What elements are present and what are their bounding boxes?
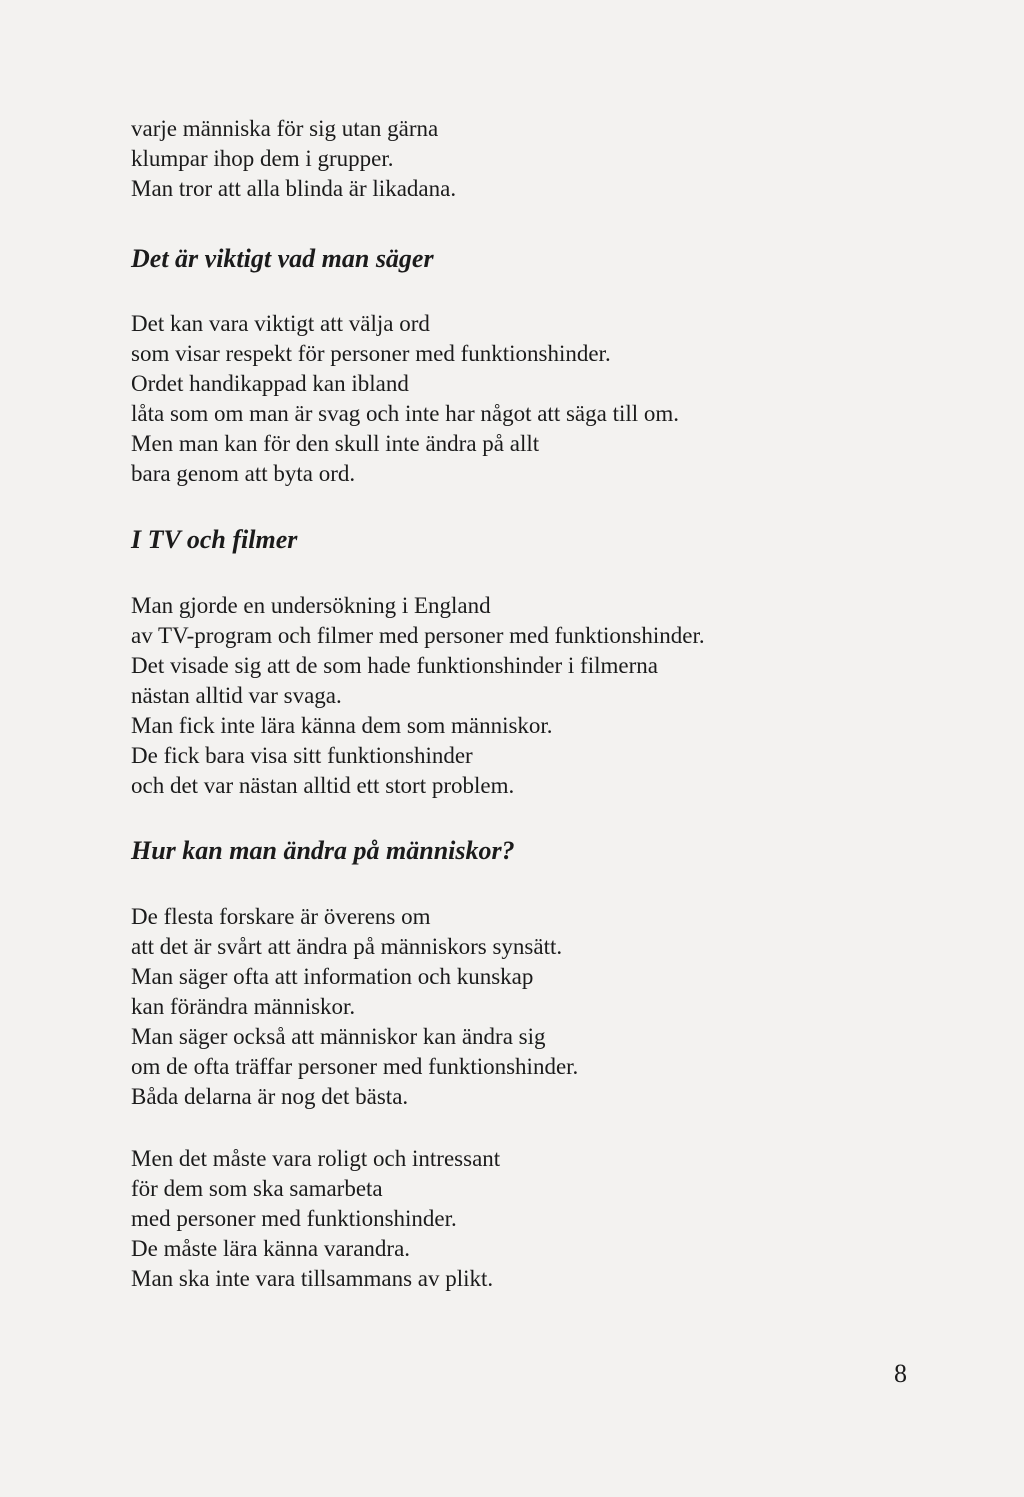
text-line: Det visade sig att de som hade funktionshinder i filmerna [131,653,658,678]
text-line: Men man kan för den skull inte ändra på allt [131,431,540,456]
section-heading-change: Hur kan man ändra på människor? [131,836,515,865]
paragraph-intro [131,114,891,204]
text-line: Men det måste vara roligt och intressant [131,1146,501,1171]
paragraph-words [131,309,891,489]
text-line: Man säger också att människor kan ändra sig [131,1024,546,1049]
text-line: Ordet handikappad kan ibland [131,371,409,396]
text-line: Man gjorde en undersökning i England [131,593,491,618]
text-line: De fick bara visa sitt funktionshinder [131,743,473,768]
text-line: för dem som ska samarbeta [131,1176,383,1201]
text-line: De flesta forskare är överens om [131,904,431,929]
paragraph-change [131,902,891,1112]
text-line: att det är svårt att ändra på människors synsätt. [131,934,563,959]
text-line: Man fick inte lära känna dem som människor. [131,713,553,738]
text-line: Det kan vara viktigt att välja ord [131,311,430,336]
text-line: med personer med funktionshinder. [131,1206,457,1231]
text-line: Man säger ofta att information och kunskap [131,964,534,989]
text-line: låta som om man är svag och inte har något att säga till om. [131,401,680,426]
text-line: bara genom att byta ord. [131,461,356,486]
text-line: nästan alltid var svaga. [131,683,342,708]
paragraph-conclusion [131,1144,891,1294]
text-line: Man tror att alla blinda är likadana. [131,176,457,201]
text-line: av TV-program och filmer med personer med funktionshinder. [131,623,705,648]
text-line: De måste lära känna varandra. [131,1236,411,1261]
paragraph-tv [131,591,891,801]
text-line: som visar respekt för personer med funktionshinder. [131,341,611,366]
page-number: 8 [894,1359,907,1388]
text-line: kan förändra människor. [131,994,356,1019]
text-line: klumpar ihop dem i grupper. [131,146,394,171]
text-line: om de ofta träffar personer med funktionshinder. [131,1054,579,1079]
section-heading-words: Det är viktigt vad man säger [131,244,434,273]
section-heading-tv: I TV och filmer [131,525,298,554]
text-line: Man ska inte vara tillsammans av plikt. [131,1266,494,1291]
text-line: och det var nästan alltid ett stort problem. [131,773,515,798]
text-line: Båda delarna är nog det bästa. [131,1084,409,1109]
text-line: varje människa för sig utan gärna [131,116,439,141]
page-content [131,114,891,1294]
